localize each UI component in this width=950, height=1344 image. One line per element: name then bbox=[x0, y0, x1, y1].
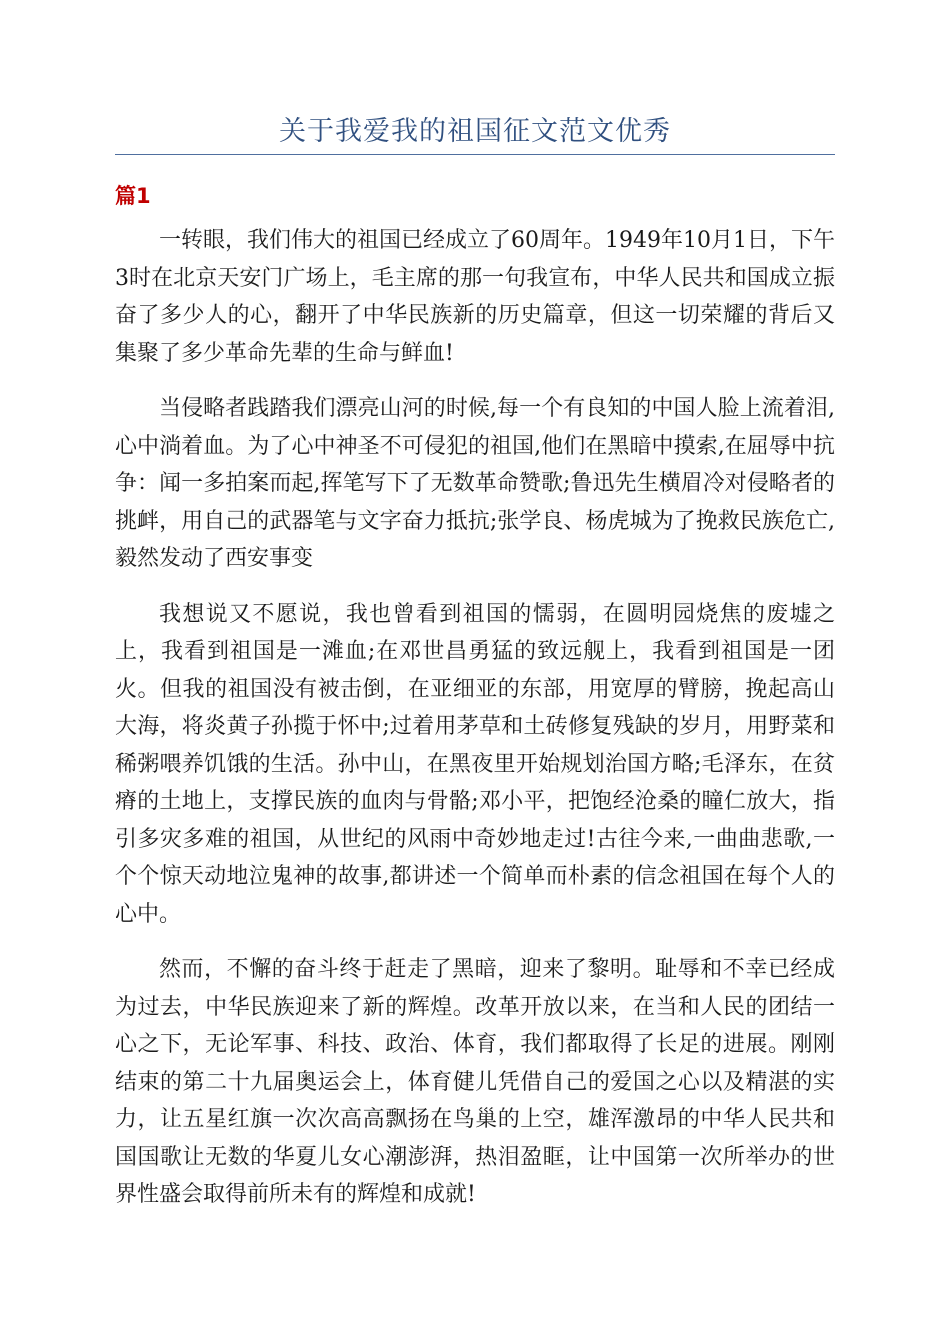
title-underline bbox=[115, 154, 835, 155]
section-heading: 篇1 bbox=[115, 184, 151, 208]
paragraph-3: 我想说又不愿说，我也曾看到祖国的懦弱，在圆明园烧焦的废墟之上，我看到祖国是一滩血;在邓世昌勇猛的致远舰上，我看到祖国是一团火。但我的祖国没有被击倒，在亚细亚的东部，用宽厚的臂膀，挽起高山大海，将炎黄子孙揽于怀中;过着用茅草和土砖修复残缺的岁月，用野菜和稀粥喂养饥饿的生活。孙中山，在黑夜里开始规划治国方略;毛泽东，在贫瘠的土地上，支撑民族的血肉与骨骼;邓小平，把饱经沧桑的瞳仁放大，指引多灾多难的祖国，从世纪的风雨中奇妙地走过!古往今来,一曲曲悲歌,一个个惊天动地泣鬼神的故事,都讲述一个简单而朴素的信念祖国在每个人的心中。 bbox=[115, 601, 835, 927]
paragraph-2: 当侵略者践踏我们漂亮山河的时候,每一个有良知的中国人脸上流着泪,心中淌着血。为了心中神圣不可侵犯的祖国,他们在黑暗中摸索,在屈辱中抗争：闻一多拍案而起,挥笔写下了无数革命赞歌;鲁迅先生横眉冷对侵略者的挑衅，用自己的武器笔与文字奋力抵抗;张学良、杨虎城为了挽救民族危亡,毅然发动了西安事变 bbox=[115, 396, 835, 571]
paragraph-1: 一转眼，我们伟大的祖国已经成立了60周年。1949年10月1日，下午3时在北京天安门广场上，毛主席的那一句我宣布，中华人民共和国成立振奋了多少人的心，翻开了中华民族新的历史篇章，但这一切荣耀的背后又集聚了多少革命先辈的生命与鲜血! bbox=[115, 228, 835, 366]
paragraph-4: 然而，不懈的奋斗终于赶走了黑暗，迎来了黎明。耻辱和不幸已经成为过去，中华民族迎来了新的辉煌。改革开放以来，在当和人民的团结一心之下，无论军事、科技、政治、体育，我们都取得了长足的进展。刚刚结束的第二十九届奥运会上，体育健儿凭借自己的爱国之心以及精湛的实力，让五星红旗一次次高高飘扬在鸟巢的上空，雄浑激昂的中华人民共和国国歌让无数的华夏儿女心潮澎湃，热泪盈眶，让中国第一次所举办的世界性盛会取得前所未有的辉煌和成就! bbox=[115, 957, 835, 1207]
body-text bbox=[115, 222, 835, 1232]
document-title: 关于我爱我的祖国征文范文优秀 bbox=[279, 116, 671, 147]
